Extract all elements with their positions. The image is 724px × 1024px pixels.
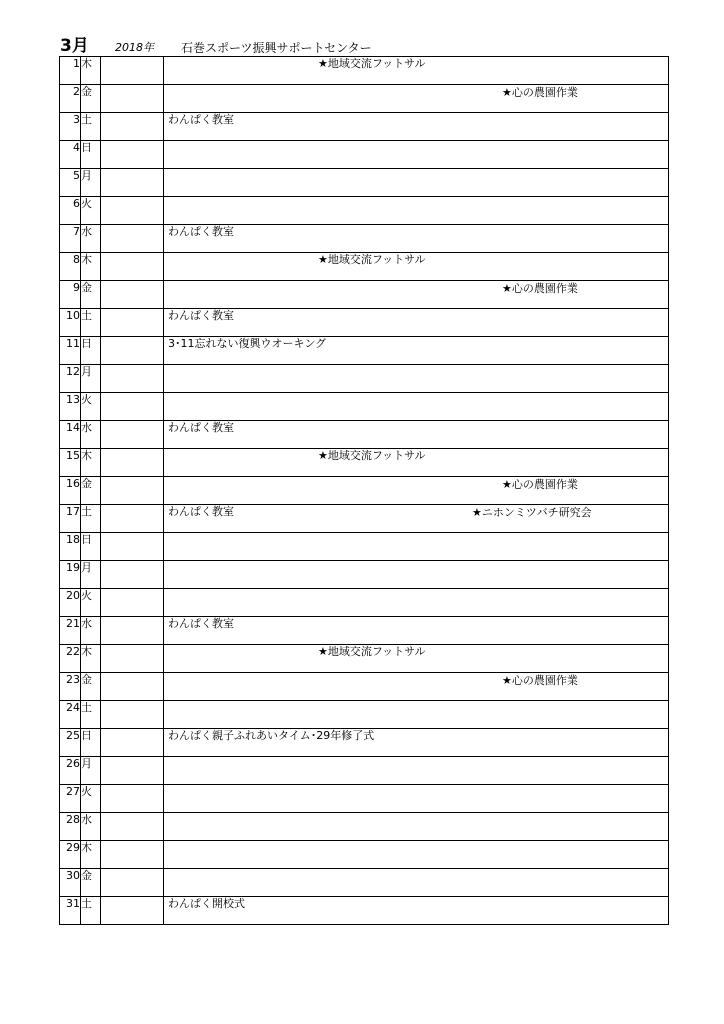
- event-cell: [164, 477, 669, 505]
- calendar-row: [60, 113, 669, 141]
- time-cell: [101, 477, 164, 505]
- day-number: 17: [60, 505, 81, 533]
- event-center: ★地域交流フットサル: [318, 645, 426, 658]
- calendar-row: [60, 337, 669, 365]
- time-cell: [101, 309, 164, 337]
- weekday: 火: [81, 589, 101, 617]
- calendar-row: [60, 589, 669, 617]
- event-right: ★心の農園作業: [502, 478, 578, 491]
- day-number: 13: [60, 393, 81, 421]
- day-number: 20: [60, 589, 81, 617]
- day-number: 26: [60, 757, 81, 785]
- event-cell: [164, 57, 669, 85]
- time-cell: [101, 57, 164, 85]
- calendar-row: [60, 225, 669, 253]
- calendar-row: [60, 141, 669, 169]
- event-cell: [164, 785, 669, 813]
- weekday: 木: [81, 253, 101, 281]
- time-cell: [101, 421, 164, 449]
- event-left: わんぱく開校式: [168, 897, 245, 910]
- weekday: 日: [81, 337, 101, 365]
- calendar-row: [60, 57, 669, 85]
- event-cell: [164, 421, 669, 449]
- time-cell: [101, 505, 164, 533]
- day-number: 5: [60, 169, 81, 197]
- weekday: 土: [81, 701, 101, 729]
- weekday: 火: [81, 785, 101, 813]
- event-right: ★心の農園作業: [502, 86, 578, 99]
- weekday: 木: [81, 57, 101, 85]
- event-cell: [164, 365, 669, 393]
- event-cell: [164, 813, 669, 841]
- calendar-row: [60, 393, 669, 421]
- calendar-row: [60, 365, 669, 393]
- calendar-row: [60, 505, 669, 533]
- event-right: ★ニホンミツバチ研究会: [472, 506, 592, 519]
- time-cell: [101, 617, 164, 645]
- weekday: 水: [81, 421, 101, 449]
- day-number: 19: [60, 561, 81, 589]
- time-cell: [101, 197, 164, 225]
- day-number: 25: [60, 729, 81, 757]
- event-cell: [164, 869, 669, 897]
- event-right: ★心の農園作業: [502, 674, 578, 687]
- calendar-row: [60, 785, 669, 813]
- day-number: 2: [60, 85, 81, 113]
- day-number: 14: [60, 421, 81, 449]
- time-cell: [101, 813, 164, 841]
- day-number: 10: [60, 309, 81, 337]
- time-cell: [101, 561, 164, 589]
- time-cell: [101, 337, 164, 365]
- calendar-row: [60, 673, 669, 701]
- event-cell: [164, 85, 669, 113]
- time-cell: [101, 113, 164, 141]
- day-number: 7: [60, 225, 81, 253]
- time-cell: [101, 869, 164, 897]
- event-left: わんぱく教室: [168, 113, 234, 126]
- time-cell: [101, 701, 164, 729]
- time-cell: [101, 169, 164, 197]
- day-number: 29: [60, 841, 81, 869]
- day-number: 22: [60, 645, 81, 673]
- calendar-row: [60, 85, 669, 113]
- event-center: ★地域交流フットサル: [318, 253, 426, 266]
- event-cell: [164, 757, 669, 785]
- day-number: 24: [60, 701, 81, 729]
- time-cell: [101, 673, 164, 701]
- month-title: 3月: [60, 36, 89, 56]
- calendar-row: [60, 561, 669, 589]
- calendar-row: [60, 309, 669, 337]
- event-cell: [164, 645, 669, 673]
- calendar-row: [60, 169, 669, 197]
- weekday: 水: [81, 225, 101, 253]
- day-number: 4: [60, 141, 81, 169]
- event-center: ★地域交流フットサル: [318, 57, 426, 70]
- weekday: 木: [81, 449, 101, 477]
- event-cell: [164, 449, 669, 477]
- calendar-row: [60, 197, 669, 225]
- day-number: 11: [60, 337, 81, 365]
- calendar-row: [60, 281, 669, 309]
- event-cell: [164, 533, 669, 561]
- day-number: 31: [60, 897, 81, 925]
- weekday: 月: [81, 169, 101, 197]
- calendar-row: [60, 645, 669, 673]
- time-cell: [101, 729, 164, 757]
- time-cell: [101, 449, 164, 477]
- time-cell: [101, 85, 164, 113]
- calendar-row: [60, 617, 669, 645]
- event-cell: [164, 505, 669, 533]
- time-cell: [101, 533, 164, 561]
- event-cell: [164, 225, 669, 253]
- calendar-row: [60, 701, 669, 729]
- event-cell: [164, 673, 669, 701]
- weekday: 火: [81, 197, 101, 225]
- event-center: ★地域交流フットサル: [318, 449, 426, 462]
- day-number: 21: [60, 617, 81, 645]
- event-left: 3･11忘れない復興ウオーキング: [168, 337, 327, 350]
- day-number: 9: [60, 281, 81, 309]
- time-cell: [101, 757, 164, 785]
- weekday: 木: [81, 645, 101, 673]
- weekday: 土: [81, 309, 101, 337]
- calendar-row: [60, 869, 669, 897]
- event-cell: [164, 617, 669, 645]
- weekday: 土: [81, 897, 101, 925]
- day-number: 15: [60, 449, 81, 477]
- year-label: 2018年: [115, 41, 154, 54]
- time-cell: [101, 897, 164, 925]
- calendar-row: [60, 533, 669, 561]
- weekday: 土: [81, 113, 101, 141]
- event-cell: [164, 729, 669, 757]
- time-cell: [101, 281, 164, 309]
- weekday: 金: [81, 869, 101, 897]
- time-cell: [101, 225, 164, 253]
- weekday: 月: [81, 757, 101, 785]
- day-number: 12: [60, 365, 81, 393]
- time-cell: [101, 785, 164, 813]
- calendar-row: [60, 477, 669, 505]
- time-cell: [101, 365, 164, 393]
- day-number: 1: [60, 57, 81, 85]
- day-number: 8: [60, 253, 81, 281]
- event-cell: [164, 281, 669, 309]
- weekday: 金: [81, 281, 101, 309]
- organization-name: 石巻スポーツ振興サポートセンター: [181, 41, 372, 55]
- weekday: 日: [81, 729, 101, 757]
- weekday: 月: [81, 561, 101, 589]
- event-cell: [164, 197, 669, 225]
- event-cell: [164, 337, 669, 365]
- calendar-row: [60, 813, 669, 841]
- weekday: 火: [81, 393, 101, 421]
- weekday: 金: [81, 673, 101, 701]
- event-cell: [164, 253, 669, 281]
- calendar-row: [60, 253, 669, 281]
- calendar-table: [59, 56, 669, 925]
- day-number: 18: [60, 533, 81, 561]
- event-left: わんぱく教室: [168, 225, 234, 238]
- event-cell: [164, 309, 669, 337]
- time-cell: [101, 393, 164, 421]
- event-cell: [164, 897, 669, 925]
- weekday: 日: [81, 533, 101, 561]
- calendar-row: [60, 729, 669, 757]
- event-cell: [164, 841, 669, 869]
- day-number: 28: [60, 813, 81, 841]
- day-number: 6: [60, 197, 81, 225]
- event-left: わんぱく教室: [168, 505, 234, 518]
- weekday: 日: [81, 141, 101, 169]
- weekday: 水: [81, 813, 101, 841]
- weekday: 金: [81, 85, 101, 113]
- time-cell: [101, 253, 164, 281]
- day-number: 30: [60, 869, 81, 897]
- event-cell: [164, 701, 669, 729]
- calendar-row: [60, 897, 669, 925]
- day-number: 27: [60, 785, 81, 813]
- calendar-row: [60, 449, 669, 477]
- time-cell: [101, 589, 164, 617]
- time-cell: [101, 645, 164, 673]
- event-cell: [164, 561, 669, 589]
- event-left: わんぱく教室: [168, 421, 234, 434]
- event-cell: [164, 141, 669, 169]
- event-cell: [164, 169, 669, 197]
- time-cell: [101, 841, 164, 869]
- calendar-row: [60, 757, 669, 785]
- calendar-row: [60, 421, 669, 449]
- event-cell: [164, 589, 669, 617]
- event-right: ★心の農園作業: [502, 282, 578, 295]
- event-cell: [164, 113, 669, 141]
- time-cell: [101, 141, 164, 169]
- weekday: 土: [81, 505, 101, 533]
- weekday: 水: [81, 617, 101, 645]
- event-left: わんぱく教室: [168, 309, 234, 322]
- event-cell: [164, 393, 669, 421]
- calendar-body: [60, 57, 669, 925]
- weekday: 月: [81, 365, 101, 393]
- weekday: 金: [81, 477, 101, 505]
- calendar-row: [60, 841, 669, 869]
- weekday: 木: [81, 841, 101, 869]
- day-number: 3: [60, 113, 81, 141]
- event-left: わんぱく教室: [168, 617, 234, 630]
- day-number: 23: [60, 673, 81, 701]
- day-number: 16: [60, 477, 81, 505]
- event-left: わんぱく親子ふれあいタイム･29年修了式: [168, 729, 375, 742]
